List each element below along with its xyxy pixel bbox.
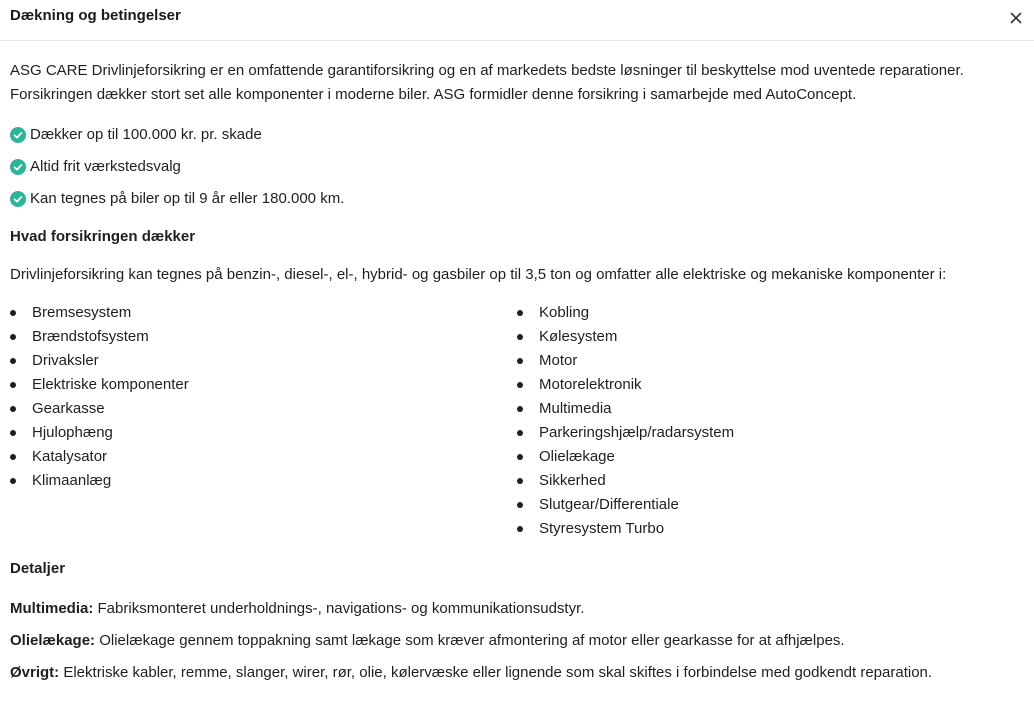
component-item: Bremsesystem xyxy=(10,301,517,325)
component-item: Hjulophæng xyxy=(10,421,517,445)
component-item: Katalysator xyxy=(10,445,517,469)
check-circle-icon xyxy=(10,191,26,207)
coverage-heading: Hvad forsikringen dækker xyxy=(10,228,196,245)
component-item: Multimedia xyxy=(517,397,1024,421)
component-item: Gearkasse xyxy=(10,397,517,421)
modal-header xyxy=(0,0,1034,41)
coverage-description: Drivlinjeforsikring kan tegnes på benzin-, diesel-, el-, hybrid- og gasbiler op til 3,5 ton og omfatter alle elektriske og mekaniske komponenter i: xyxy=(10,266,947,283)
detail-item xyxy=(10,629,1024,661)
component-item: Motorelektronik xyxy=(517,373,1024,397)
coverage-section xyxy=(10,225,1024,541)
detail-label: Øvrigt: xyxy=(10,664,60,681)
component-item: Sikkerhed xyxy=(517,469,1024,493)
component-list-right xyxy=(517,301,1024,541)
benefit-item xyxy=(10,183,1024,215)
benefit-text: Kan tegnes på biler op til 9 år eller 180.000 km. xyxy=(30,190,345,207)
component-item: Parkeringshjælp/radarsystem xyxy=(517,421,1024,445)
benefits-list xyxy=(10,119,1024,215)
benefit-item xyxy=(10,151,1024,183)
component-item: Styresystem Turbo xyxy=(517,517,1024,541)
close-button[interactable] xyxy=(1006,6,1026,26)
modal-title: Dækning og betingelser xyxy=(10,7,181,24)
detail-text: Olielækage gennem toppakning samt lækage som kræver afmontering af motor eller gearkasse for at afhjælpes. xyxy=(99,632,845,649)
component-columns xyxy=(10,301,1024,541)
detail-text: Fabriksmonteret underholdnings-, navigations- og kommunikationsudstyr. xyxy=(97,600,585,617)
detail-label: Multimedia: xyxy=(10,600,94,617)
intro-text: ASG CARE Drivlinjeforsikring er en omfattende garantiforsikring og en af markedets bedste løsninger til beskyttelse mod uventede reparationer. Forsikringen dækker stort set alle komponenter i moderne biler. ASG formidler denne forsikring i samarbejde med AutoConcept. xyxy=(10,62,964,103)
check-circle-icon xyxy=(10,159,26,175)
modal-body xyxy=(0,59,1034,693)
detail-item xyxy=(10,597,1024,629)
component-item: Kobling xyxy=(517,301,1024,325)
details-section xyxy=(10,557,1024,693)
component-item: Brændstofsystem xyxy=(10,325,517,349)
component-item: Klimaanlæg xyxy=(10,469,517,493)
component-item: Elektriske komponenter xyxy=(10,373,517,397)
benefit-item xyxy=(10,119,1024,151)
component-list-left xyxy=(10,301,517,541)
component-item: Slutgear/Differentiale xyxy=(517,493,1024,517)
check-circle-icon xyxy=(10,127,26,143)
detail-item xyxy=(10,661,1024,693)
component-item: Motor xyxy=(517,349,1024,373)
detail-text: Elektriske kabler, remme, slanger, wirer, rør, olie, kølervæske eller lignende som skal skiftes i forbindelse med godkendt reparation. xyxy=(63,664,933,681)
detail-label: Olielækage: xyxy=(10,632,96,649)
benefit-text: Altid frit værkstedsvalg xyxy=(30,158,181,175)
benefit-text: Dækker op til 100.000 kr. pr. skade xyxy=(30,126,262,143)
close-icon xyxy=(1010,12,1022,24)
details-heading: Detaljer xyxy=(10,560,66,577)
component-item: Kølesystem xyxy=(517,325,1024,349)
component-item: Drivaksler xyxy=(10,349,517,373)
component-item: Olielækage xyxy=(517,445,1024,469)
